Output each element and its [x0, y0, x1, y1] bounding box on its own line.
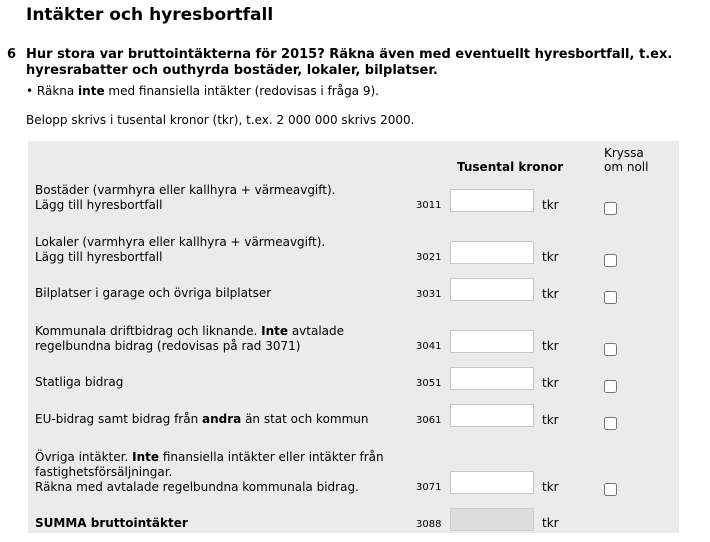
row-label-line1 [35, 450, 415, 465]
row-code-3071: 3071 [416, 482, 442, 493]
row-label-3011 [35, 183, 415, 213]
zero-checkbox-3061[interactable] [604, 417, 617, 430]
row-label-line3: Räkna med avtalade regelbundna kommunala bidrag. [35, 480, 359, 494]
row-label-line1: Lokaler (varmhyra eller kallhyra + värmeavgift). [35, 235, 326, 249]
zero-header-line1: Kryssa [604, 146, 644, 160]
zero-checkbox-3071[interactable] [604, 483, 617, 496]
row-label-3071 [35, 450, 415, 495]
section-title: Intäkter och hyresbortfall [26, 5, 274, 25]
row-code-3031: 3031 [416, 289, 442, 300]
row-unit-3011: tkr [542, 198, 559, 212]
instruction-prefix: • Räkna [26, 84, 79, 98]
question-instruction [26, 84, 379, 98]
row-code-3041: 3041 [416, 341, 442, 352]
zero-column-header [604, 146, 648, 174]
question-number: 6 [7, 47, 17, 62]
row-code-3051: 3051 [416, 378, 442, 389]
row-label-emphasis: Inte [132, 450, 159, 464]
amount-input-3041[interactable] [450, 330, 534, 353]
row-label-line1: SUMMA bruttointäkter [35, 516, 188, 530]
row-label-line1 [35, 412, 415, 427]
amount-note: Belopp skrivs i tusental kronor (tkr), t.ex. 2 000 000 skrivs 2000. [26, 113, 415, 127]
row-label-line1: Bostäder (varmhyra eller kallhyra + värmeavgift). [35, 183, 336, 197]
row-label-line1 [35, 324, 415, 339]
row-label-text: finansiella intäkter eller intäkter från [159, 450, 384, 464]
zero-checkbox-3041[interactable] [604, 343, 617, 356]
row-code-3021: 3021 [416, 252, 442, 263]
row-label-3031 [35, 286, 415, 301]
row-label-line2: Lägg till hyresbortfall [35, 250, 163, 264]
row-unit-3021: tkr [542, 250, 559, 264]
row-code-3011: 3011 [416, 200, 442, 211]
row-unit-3041: tkr [542, 339, 559, 353]
row-label-line1: Statliga bidrag [35, 375, 124, 389]
zero-checkbox-3011[interactable] [604, 202, 617, 215]
zero-checkbox-3051[interactable] [604, 380, 617, 393]
row-label-line2: regelbundna bidrag (redovisas på rad 3071) [35, 339, 301, 353]
amount-column-header: Tusental kronor [457, 160, 564, 174]
question-text: Hur stora var bruttointäkterna för 2015? Räkna även med eventuellt hyresbortfall, t.ex. hyresrabatter och outhyrda bostäder, lokaler, bilplatser. [26, 47, 673, 78]
row-unit-3051: tkr [542, 376, 559, 390]
row-code-3061: 3061 [416, 415, 442, 426]
row-label-text: Kommunala driftbidrag och liknande. [35, 324, 262, 338]
row-unit-3071: tkr [542, 480, 559, 494]
sum-field-3088 [450, 508, 534, 531]
row-unit-3031: tkr [542, 287, 559, 301]
row-label-line2: Lägg till hyresbortfall [35, 198, 163, 212]
instruction-suffix: med finansiella intäkter (redovisas i fråga 9). [104, 84, 379, 98]
zero-header-line2: om noll [604, 160, 649, 174]
amount-input-3071[interactable] [450, 471, 534, 494]
row-label-text: EU-bidrag samt bidrag från [35, 412, 203, 426]
row-label-line1: Bilplatser i garage och övriga bilplatser [35, 286, 272, 300]
row-label-text: avtalade [288, 324, 345, 338]
row-label-line2: fastighetsförsäljningar. [35, 465, 173, 479]
amount-input-3061[interactable] [450, 404, 534, 427]
amount-input-3021[interactable] [450, 241, 534, 264]
zero-checkbox-3021[interactable] [604, 254, 617, 267]
row-label-emphasis: andra [202, 412, 242, 426]
amount-input-3031[interactable] [450, 278, 534, 301]
row-label-3051 [35, 375, 415, 390]
amount-input-3011[interactable] [450, 189, 534, 212]
row-label-3088 [35, 516, 415, 531]
row-label-3041 [35, 324, 415, 354]
row-unit-3088: tkr [542, 516, 559, 530]
row-code-3088: 3088 [416, 519, 442, 530]
row-unit-3061: tkr [542, 413, 559, 427]
zero-checkbox-3031[interactable] [604, 291, 617, 304]
row-label-3061 [35, 412, 415, 427]
row-label-text: Övriga intäkter. [35, 450, 133, 464]
amount-input-3051[interactable] [450, 367, 534, 390]
row-label-3021 [35, 235, 415, 265]
row-label-text: än stat och kommun [241, 412, 369, 426]
instruction-emphasis: inte [78, 84, 105, 98]
row-label-emphasis: Inte [261, 324, 289, 338]
